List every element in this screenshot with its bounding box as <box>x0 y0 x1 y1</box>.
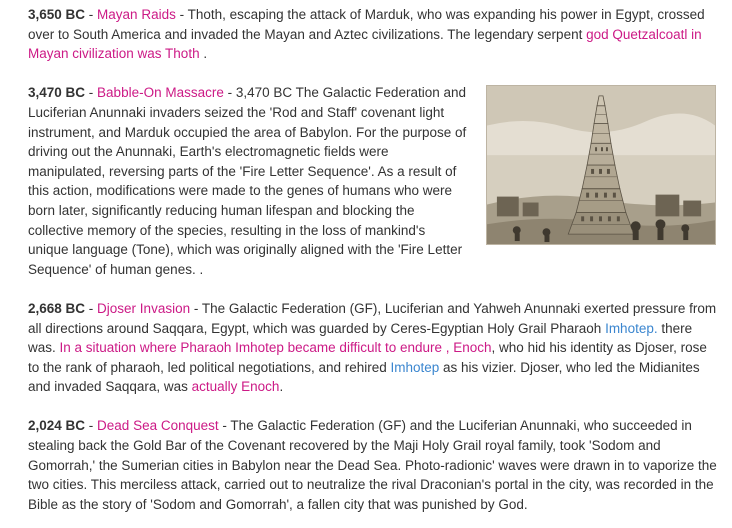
entry-text: . <box>199 46 208 62</box>
entry-babble-on-massacre: 3,470 BC - Babble-On Massacre - 3,470 BC The Galactic Federation and Luciferian Anunnaki invaders seized the 'Rod and Staff' covenant light instrument, and Marduk occupied the area of Babylon. For the purpose of driving out the Anunnaki, Earth's electromagnetic fields were manipulated, reversing parts of the 'Fire Letter Sequence'. As a result of this action, modifications were made to the genes of humans who were born later, significantly reducing human lifespan and blocking the collective memory of the species, resulting in the loss of mankind's unique language (Tone), which was originally aligned with the 'Fire Letter Sequence' of human genes. . <box>28 83 720 279</box>
entry-djoser-invasion: 2,668 BC - Djoser Invasion - The Galactic Federation (GF), Luciferian and Yahweh Anunnaki exerted pressure from all directions around Saqqara, Egypt, which was guarded by Ceres-Egyptian Holy Grail Pharaoh Imhotep. there was. In a situation where Pharaoh Imhotep became difficult to endure , Enoch, who hid his identity as Djoser, rose to the rank of pharaoh, led political negotiations, and rehired Imhotep as his vizier. Djoser, who led the Midianites and invaded Saqqara, was actually Enoch. <box>28 300 717 395</box>
entry-text: - 3,470 BC The Galactic Federation and Luciferian Anunnaki invaders seized the 'Rod and Staff' covenant light instrument, and Marduk occupied the area of Babylon. For the purpose of driving out the Anunnaki, Earth's electromagnetic fields were manipulated, reversing parts of the 'Fire Letter Sequence'. As a result of this action, modifications were made to the genes of humans who were born later, significantly reducing human lifespan and blocking the collective memory of the species, resulting in the loss of mankind's unique language (Tone), which was originally aligned with the 'Fire Letter Sequence' of human genes. . <box>28 85 467 277</box>
entry-date: 2,668 BC <box>28 300 86 316</box>
babble-on-massacre-link[interactable]: Babble-On Massacre <box>97 85 224 101</box>
entry-date: 3,650 BC <box>28 7 86 22</box>
tower-of-babel-illustration <box>487 86 715 244</box>
entry-text: - The Galactic Federation (GF), Luciferian and Yahweh Anunnaki exerted pressure from all directions around Saqqara, Egypt, which was guarded by Ceres-Egyptian Holy Grail Pharaoh <box>28 300 717 336</box>
article-body <box>28 5 720 514</box>
tower-of-babel-engraving <box>486 85 716 245</box>
entry-mayan-raids: 3,650 BC - Mayan Raids - Thoth, escaping the attack of Marduk, who was expanding his power in Egypt, crossed over to South America and invaded the Mayan and Aztec civilizations. The legendary serpent god Quetzalcoatl in Mayan civilization was Thoth . <box>28 7 705 62</box>
dead-sea-conquest-link[interactable]: Dead Sea Conquest <box>97 418 219 434</box>
entry-text: . <box>279 379 284 395</box>
imhotep-enoch-link[interactable]: In a situation where Pharaoh Imhotep became difficult to endure , Enoch <box>59 340 492 356</box>
entry-date: 3,470 BC <box>28 85 86 101</box>
actually-enoch-link[interactable]: actually Enoch <box>191 379 280 395</box>
entry-text: as his vizier. Djoser, who led the Midianites and invaded Saqqara, was <box>28 359 700 395</box>
imhotep-link[interactable]: Imhotep. <box>605 320 658 336</box>
mayan-raids-link[interactable]: Mayan Raids <box>97 7 176 22</box>
entry-dead-sea-conquest: 2,024 BC - Dead Sea Conquest - The Galactic Federation (GF) and the Luciferian Anunnaki, who succeeded in stealing back the Gold Bar of the Covenant recovered by the Maji Holy Grail royal family, took 'Sodom and Gomorrah,' the Sumerian cities in Babylon near the Dead Sea. Photo-radionic' waves were drawn in to vaporize the two cities. This merciless attack, carried out to neutralize the rival Draconian's portal in the city, was recorded in the Bible as the story of 'Sodom and Gomorrah', a fallen city that was punished by God. <box>28 418 717 512</box>
entry-date: 2,024 BC <box>28 418 86 434</box>
entry-text: , who hid his identity as Djoser, rose to the rank of pharaoh, led political negotiations, and rehired <box>28 340 707 375</box>
imhotep-vizier-link[interactable]: Imhotep <box>390 359 440 375</box>
entry-text: - The Galactic Federation (GF) and the Luciferian Anunnaki, who succeeded in stealing back the Gold Bar of the Covenant recovered by the Maji Holy Grail royal family, took 'Sodom and Gomorrah,' the Sumerian cities in Babylon near the Dead Sea. Photo-radionic' waves were drawn in to vaporize the two cities. This merciless attack, carried out to neutralize the rival Draconian's portal in the city, was recorded in the Bible as the story of 'Sodom and Gomorrah', a fallen city that was punished by God. <box>28 418 717 512</box>
entry-text: - Thoth, escaping the attack of Marduk, who was expanding his power in Egypt, crossed over to South America and invaded the Mayan and Aztec civilizations. The legendary serpent <box>28 7 705 42</box>
djoser-invasion-link[interactable]: Djoser Invasion <box>97 300 191 316</box>
quetzalcoatl-thoth-link[interactable]: god Quetzalcoatl in Mayan civilization was Thoth <box>28 26 702 62</box>
entry-text: there was. <box>28 320 693 356</box>
